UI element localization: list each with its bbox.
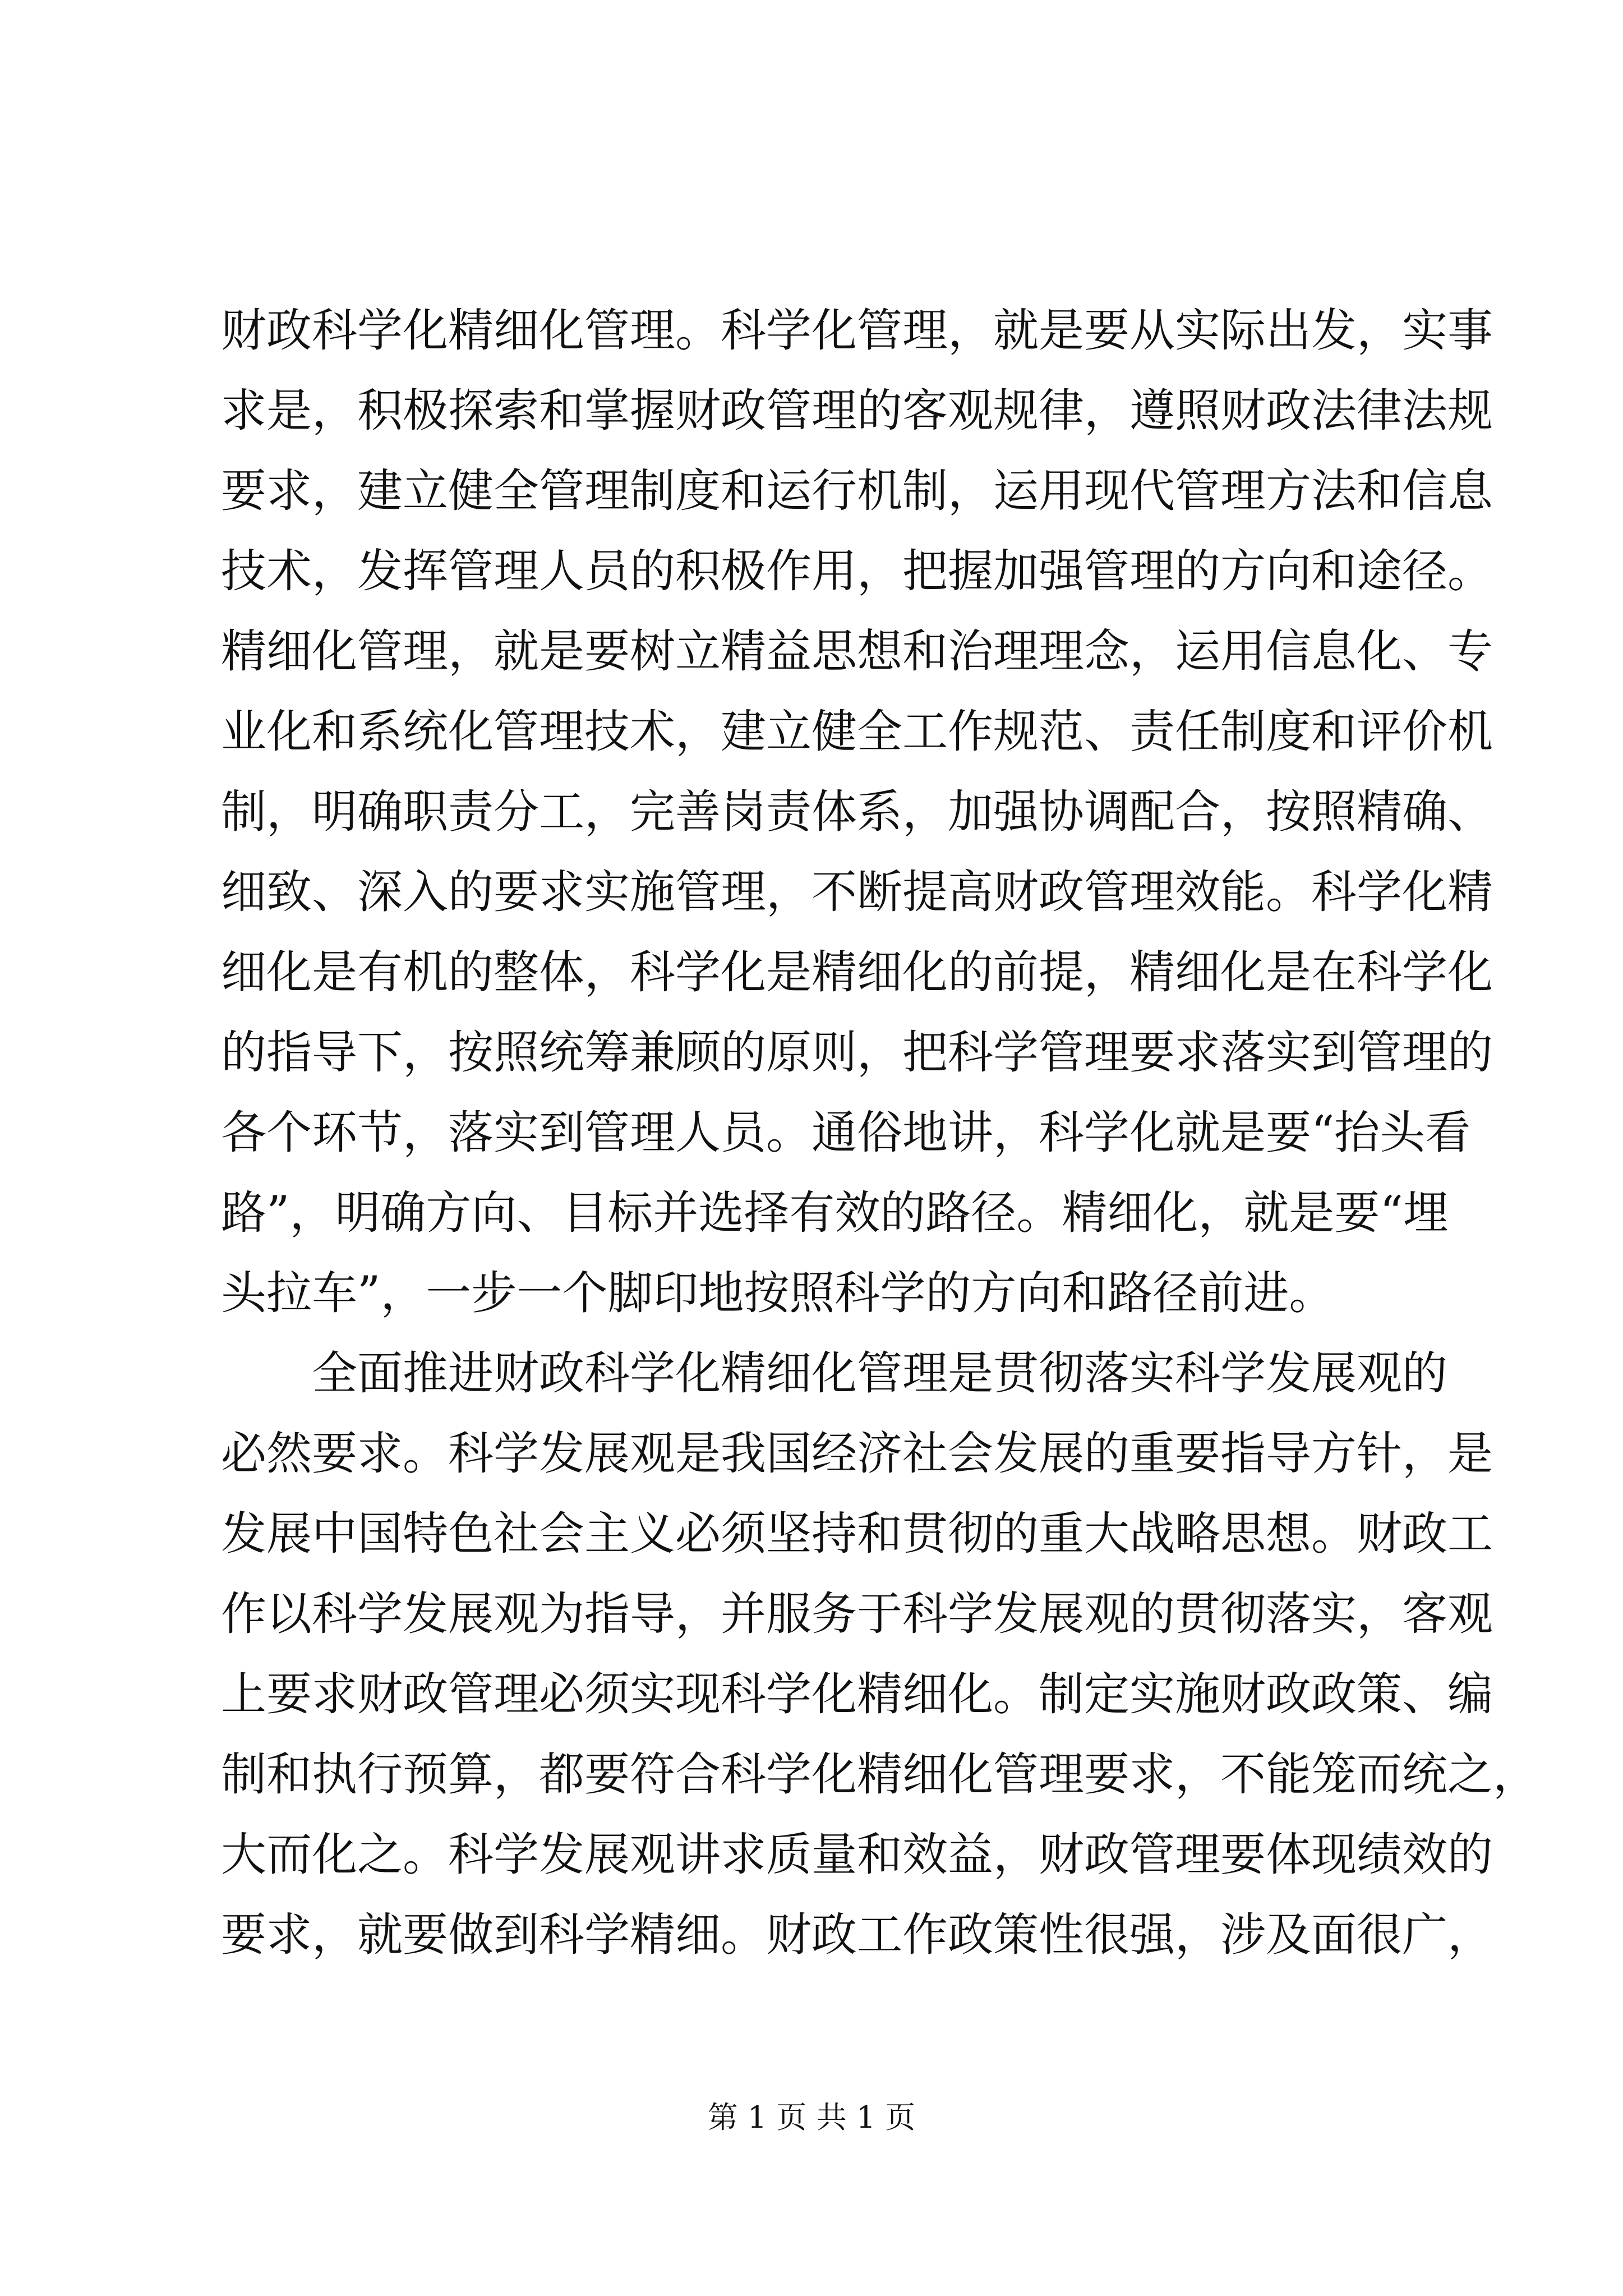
text-line: 的指导下，按照统筹兼顾的原则，把科学管理要求落实到管理的 bbox=[221, 1027, 1493, 1079]
text-line: 必然要求。科学发展观是我国经济社会发展的重要指导方针，是 bbox=[221, 1428, 1493, 1480]
text-line: 上要求财政管理必须实现科学化精细化。制定实施财政政策、编 bbox=[221, 1668, 1493, 1721]
text-line: 精细化管理，就是要树立精益思想和治理理念，运用信息化、专 bbox=[221, 625, 1493, 678]
text-line: 细化是有机的整体，科学化是精细化的前提，精细化是在科学化 bbox=[221, 946, 1493, 999]
text-line: 作以科学发展观为指导，并服务于科学发展观的贯彻落实，客观 bbox=[221, 1588, 1493, 1641]
text-line: 制，明确职责分工，完善岗责体系，加强协调配合，按照精确、 bbox=[221, 786, 1493, 839]
text-line: 制和执行预算，都要符合科学化精细化管理要求，不能笼而统之， bbox=[221, 1749, 1539, 1801]
text-line: 细致、深入的要求实施管理，不断提高财政管理效能。科学化精 bbox=[221, 866, 1493, 919]
text-line: 技术，发挥管理人员的积极作用，把握加强管理的方向和途径。 bbox=[221, 545, 1493, 598]
text-line: 求是，积极探索和掌握财政管理的客观规律，遵照财政法律法规 bbox=[221, 385, 1493, 438]
text-line: 财政科学化精细化管理。科学化管理，就是要从实际出发，实事 bbox=[221, 305, 1493, 357]
text-line: 要求，建立健全管理制度和运行机制，运用现代管理方法和信息 bbox=[221, 465, 1493, 518]
text-line: 大而化之。科学发展观讲求质量和效益，财政管理要体现绩效的 bbox=[221, 1829, 1493, 1881]
text-line: 头拉车”，一步一个脚印地按照科学的方向和路径前进。 bbox=[221, 1267, 1335, 1320]
text-line: 全面推进财政科学化精细化管理是贯彻落实科学发展观的 bbox=[221, 1347, 1448, 1400]
text-line: 发展中国特色社会主义必须坚持和贯彻的重大战略思想。财政工 bbox=[221, 1508, 1493, 1561]
page-number-footer: 第 1 页 共 1 页 bbox=[707, 2100, 916, 2135]
text-line: 路”，明确方向、目标并选择有效的路径。精细化，就是要“埋 bbox=[221, 1187, 1449, 1240]
text-line: 要求，就要做到科学精细。财政工作政策性很强，涉及面很广， bbox=[221, 1909, 1493, 1962]
text-line: 业化和系统化管理技术，建立健全工作规范、责任制度和评价机 bbox=[221, 706, 1493, 758]
paragraph-1 bbox=[221, 291, 1493, 1334]
text-line: 各个环节，落实到管理人员。通俗地讲，科学化就是要“抬头看 bbox=[221, 1107, 1471, 1159]
document-body bbox=[221, 291, 1539, 1976]
paragraph-2 bbox=[221, 1334, 1539, 1976]
